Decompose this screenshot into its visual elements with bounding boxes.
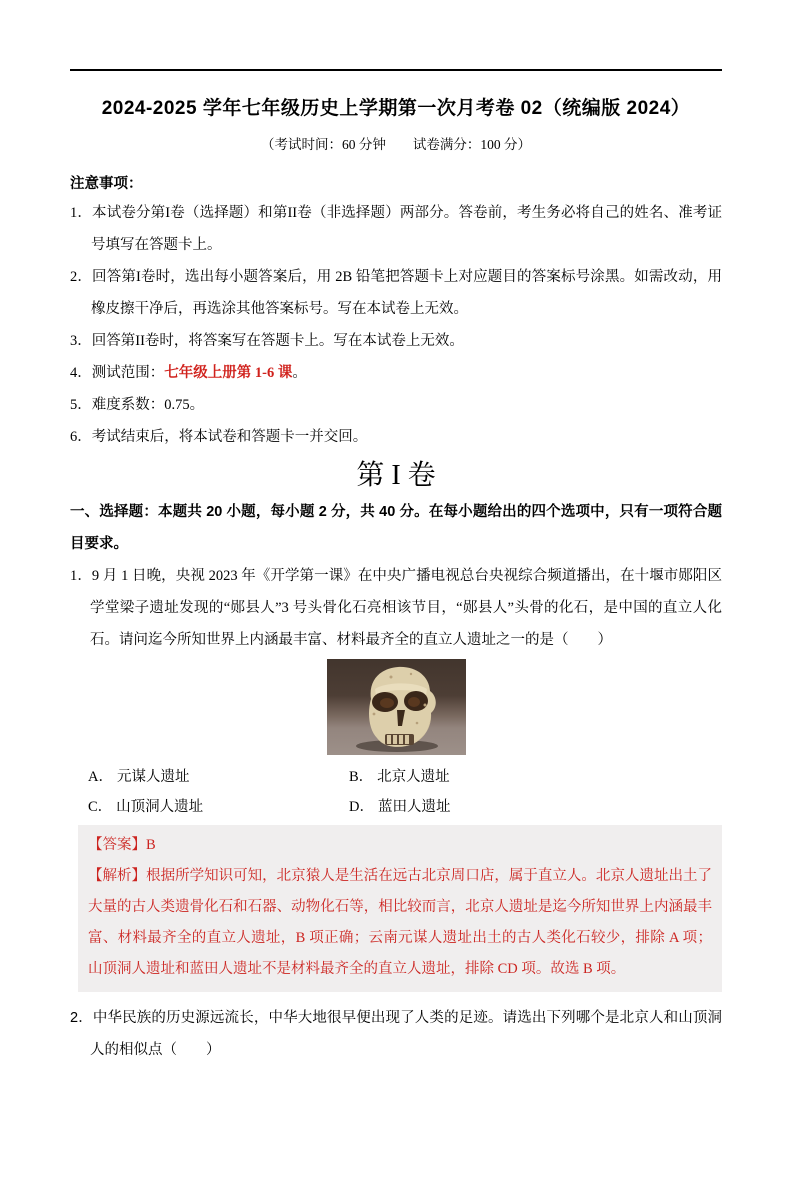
- question-1: [70, 560, 722, 992]
- notice-4-prefix: 4．测试范围：: [70, 365, 165, 381]
- answer-value: B: [146, 837, 156, 853]
- answer-line: [88, 830, 712, 861]
- option-a-label: A．: [88, 769, 113, 785]
- option-c-text: 山顶洞人遗址: [116, 799, 204, 815]
- option-d-label: D．: [349, 799, 374, 815]
- option-b: [349, 762, 722, 792]
- notice-item-1: 1．本试卷分第I卷（选择题）和第II卷（非选择题）两部分。答卷前，考生务必将自己的姓名、准考证号填写在答题卡上。: [70, 205, 722, 253]
- notice-item-3: 3．回答第II卷时，将答案写在答题卡上。写在本试卷上无效。: [70, 333, 464, 349]
- option-b-text: 北京人遗址: [377, 769, 450, 785]
- option-d: [349, 792, 722, 822]
- exam-paper-page: [0, 69, 793, 1191]
- notice-4-test-range: 七年级上册第 1-6 课: [164, 365, 293, 381]
- notice-item-5: 5．难度系数：0.75。: [70, 397, 205, 413]
- option-a: [88, 762, 349, 792]
- exam-time-score: （考试时间：60 分钟 试卷满分：100 分）: [261, 137, 531, 152]
- question-1-stem: 9 月 1 日晚，央视 2023 年《开学第一课》在中央广播电视总台央视综合频道播出，在十堰市郧阳区学堂梁子遗址发现的“郧县人”3 号头骨化石亮相该节目，“郧县人”头骨的化石，是中国的直立人化石。请问迄今所知世界上内涵最丰富、材料最齐全的直立人遗址之一的是（ ）: [90, 568, 722, 648]
- answer-label: 【答案】: [88, 837, 146, 853]
- notice-item-6: 6．考试结束后，将本试卷和答题卡一并交回。: [70, 429, 368, 445]
- question-2-number: 2．: [70, 1010, 93, 1026]
- option-b-label: B．: [349, 769, 374, 785]
- exam-title: 2024-2025 学年七年级历史上学期第一次月考卷 02（统编版 2024）: [101, 98, 691, 119]
- skull-fossil-photo: [327, 659, 466, 755]
- question-1-options: [70, 762, 722, 822]
- skull-illustration: [327, 659, 466, 755]
- notice-item-2: 2．回答第I卷时，选出每小题答案后，用 2B 铅笔把答题卡上对应题目的答案标号涂黑。如需改动，用橡皮擦干净后，再选涂其他答案标号。写在本试卷上无效。: [70, 269, 722, 317]
- question-1-number: 1．: [70, 568, 92, 584]
- notice-item-4: [70, 357, 722, 389]
- notice-4-suffix: 。: [292, 365, 307, 381]
- notices-section: [70, 172, 722, 453]
- question-2-text: [70, 1002, 722, 1066]
- analysis-paragraph: [88, 861, 712, 985]
- answer-analysis-block: [78, 825, 722, 992]
- question-2: [70, 1002, 722, 1066]
- option-c: [88, 792, 349, 822]
- option-d-text: 蓝田人遗址: [377, 799, 451, 815]
- section-1-instruction: 一、选择题：本题共 20 小题，每小题 2 分，共 40 分。在每小题给出的四个选项中，只有一项符合题目要求。: [70, 504, 722, 552]
- question-2-stem: 中华民族的历史源远流长，中华大地很早便出现了人类的足迹。请选出下列哪个是北京人和山顶洞人的相似点（ ）: [90, 1010, 722, 1058]
- option-a-text: 元谋人遗址: [116, 769, 190, 785]
- analysis-label: 【解析】: [88, 868, 147, 884]
- header-rule: [70, 69, 722, 71]
- option-c-label: C．: [88, 799, 113, 815]
- volume-1-heading: 第 I 卷: [356, 460, 436, 491]
- notices-heading: 注意事项：: [70, 176, 143, 192]
- question-1-text: [70, 560, 722, 656]
- analysis-text: 根据所学知识可知，北京猿人是生活在远古北京周口店，属于直立人。北京人遗址出土了大量的古人类遗骨化石和石器、动物化石等，相比较而言，北京人遗址是迄今所知世界上内涵最丰富、材料最齐全的直立人遗址，B 项正确；云南元谋人遗址出土的古人类化石较少，排除 A 项；山顶洞人遗址和蓝田人遗址不是材料最齐全的直立人遗址，排除 CD 项。故选 B 项。: [88, 868, 713, 977]
